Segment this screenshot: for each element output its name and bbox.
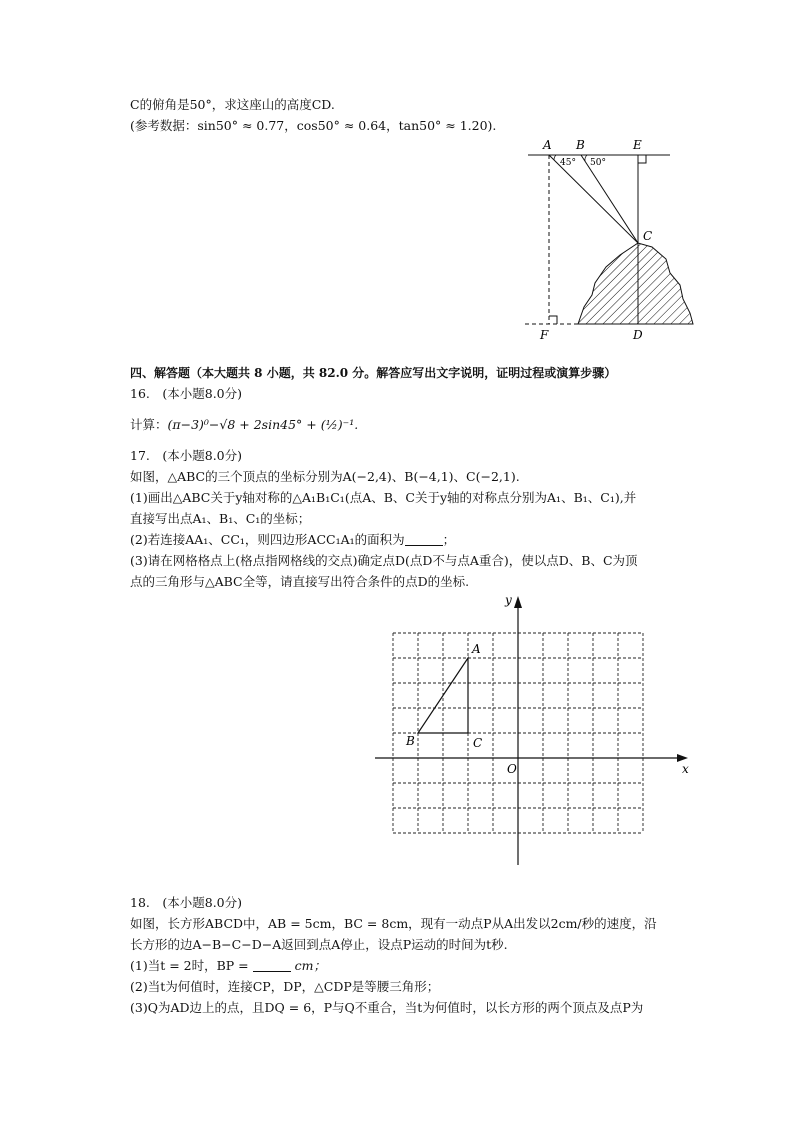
q17-line: (3)请在网格格点上(格点指网格线的交点)确定点D(点D不与点A重合)，使以点D、B、C为顶 <box>130 553 638 568</box>
label-o: O <box>507 762 517 776</box>
q18-number: 18. (本小题8.0分) <box>130 895 243 910</box>
q18-line: (2)当t为何值时，连接CP，DP，△CDP是等腰三角形； <box>130 979 440 994</box>
q16-expression: (π−3)⁰−√8 + 2sin45° + (½)⁻¹. <box>167 417 359 432</box>
ac-line <box>549 155 638 243</box>
section-title: 四、解答题（本大题共 8 小题，共 82.0 分。解答应写出文字说明，证明过程或演算步骤） <box>130 366 617 380</box>
problem-text-line: C的俯角是50°，求这座山的高度CD. <box>130 97 335 112</box>
q17-line-with-blank <box>130 532 455 548</box>
q18-line: 如图，长方形ABCD中，AB = 5cm，BC = 8cm，现有一动点P从A出发以2cm/秒的速度，沿 <box>130 916 657 931</box>
angle-arc-b <box>585 155 587 161</box>
label-c: C <box>643 229 653 243</box>
q17-line: 如图，△ABC的三个顶点的坐标分别为A(−2,4)、B(−4,1)、C(−2,1). <box>130 469 520 484</box>
label-c: C <box>473 736 483 750</box>
label-f: F <box>540 328 549 342</box>
q18-line: (3)Q为AD边上的点，且DQ = 6，P与Q不重合，当t为何值时，以长方形的两个顶点及点P为 <box>130 1000 644 1015</box>
answer-blank <box>253 959 291 972</box>
q18-line: (1)当t = 2时，BP = <box>130 958 249 973</box>
right-angle-f <box>549 316 557 324</box>
q16-prefix: 计算： <box>130 417 168 432</box>
label-d: D <box>633 328 643 342</box>
angle-label-50: 50° <box>590 158 606 168</box>
q18-line-suffix: cm； <box>294 958 326 973</box>
angle-arc-a <box>554 155 556 160</box>
q16-expression-line <box>130 417 358 433</box>
label-y: y <box>505 593 512 607</box>
label-e: E <box>633 138 642 152</box>
q17-line: (2)若连接AA₁、CC₁，则四边形ACC₁A₁的面积为 <box>130 532 405 547</box>
q18-line-with-blank <box>130 958 326 974</box>
q16-number: 16. (本小题8.0分) <box>130 386 243 401</box>
y-axis-arrow <box>514 596 522 608</box>
right-angle-e <box>638 155 646 163</box>
q17-line: (1)画出△ABC关于y轴对称的△A₁B₁C₁(点A、B、C关于y轴的对称点分别为A₁、B₁、C₁),并 <box>130 490 637 505</box>
label-b: B <box>406 734 415 748</box>
q17-line: 直接写出点A₁、B₁、C₁的坐标； <box>130 511 311 526</box>
mountain-figure <box>520 135 720 345</box>
q17-number: 17. (本小题8.0分) <box>130 448 243 463</box>
q18-line: 长方形的边A−B−C−D−A返回到点A停止，设点P运动的时间为t秒. <box>130 937 508 952</box>
reference-data-line: (参考数据：sin50° ≈ 0.77，cos50° ≈ 0.64，tan50° ≈ 1.20). <box>130 118 497 133</box>
label-b: B <box>576 138 585 152</box>
q17-line: 点的三角形与△ABC全等，请直接写出符合条件的点D的坐标. <box>130 574 470 589</box>
x-axis-arrow <box>677 754 688 762</box>
bc-line <box>581 155 638 243</box>
angle-label-45: 45° <box>560 158 576 168</box>
label-a: A <box>543 138 552 152</box>
label-x: x <box>682 762 689 776</box>
answer-blank <box>405 533 443 546</box>
q17-line-suffix: ； <box>442 532 456 547</box>
label-a: A <box>472 642 481 656</box>
mountain-shape <box>578 243 693 324</box>
coordinate-grid-figure <box>370 590 700 870</box>
